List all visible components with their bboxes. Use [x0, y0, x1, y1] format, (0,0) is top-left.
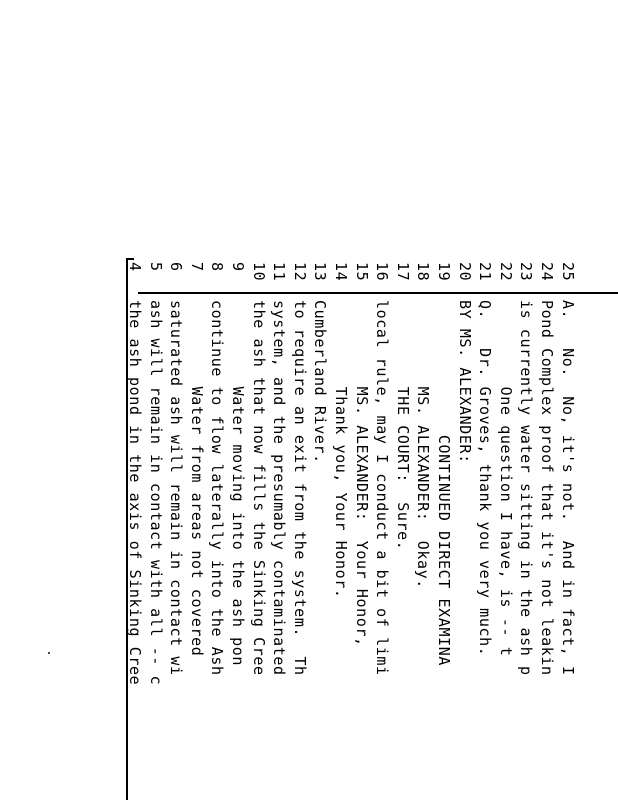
- transcript-line: [187, 262, 207, 800]
- line-text: the ash that now fills the Sinking Cree: [249, 300, 268, 676]
- line-number: 24: [538, 262, 556, 282]
- line-number: 25: [558, 262, 577, 282]
- transcript-line: [310, 262, 330, 800]
- transcript-line: [146, 262, 166, 800]
- line-text: saturated ash will remain in contact wi: [167, 300, 186, 676]
- line-text: Pond Complex proof that it's not leakin: [538, 300, 556, 676]
- transcript-line: [331, 262, 351, 800]
- page-border-corner: [128, 258, 134, 260]
- line-text: continue to flow laterally into the Ash: [208, 300, 227, 676]
- line-number: 15: [352, 262, 371, 282]
- transcript-line: [393, 262, 413, 800]
- transcript-line: [496, 262, 516, 800]
- line-text: MS. ALEXANDER: Okay.: [414, 300, 433, 589]
- line-text: Water moving into the ash pon: [229, 300, 247, 666]
- line-number: 4: [126, 262, 144, 272]
- transcript-line: [558, 262, 578, 800]
- line-number: 9: [229, 262, 247, 272]
- line-number: 10: [249, 262, 268, 282]
- line-text: ash will remain in contact with all -- c: [146, 300, 165, 686]
- line-number: 11: [270, 262, 289, 282]
- transcript-line: [475, 262, 495, 800]
- line-text: to require an exit from the system. Th: [290, 300, 309, 676]
- line-text: THE COURT: Sure.: [393, 300, 412, 551]
- transcript-line: [372, 262, 392, 800]
- transcript-line: [125, 262, 145, 800]
- transcript-line: [455, 262, 475, 800]
- line-number: 21: [476, 262, 495, 282]
- transcript-line: [290, 262, 310, 800]
- transcript-line: [352, 262, 372, 800]
- line-number: 6: [167, 262, 186, 272]
- line-text: Cumberland River.: [311, 300, 330, 464]
- line-text: Q. Dr. Groves, thank you very much.: [476, 300, 495, 657]
- transcript-line: [207, 262, 227, 800]
- line-text: One question I have, is -- t: [496, 300, 515, 657]
- line-number: 8: [208, 262, 227, 272]
- line-number: 20: [455, 262, 474, 282]
- line-text: CONTINUED DIRECT EXAMINA: [435, 300, 453, 666]
- transcript-line: [537, 262, 557, 800]
- transcript-line: [228, 262, 248, 800]
- transcript-line: [269, 262, 289, 800]
- line-number: 5: [146, 262, 165, 272]
- transcript-body: [126, 262, 618, 800]
- line-text: MS. ALEXANDER: Your Honor,: [352, 300, 371, 657]
- transcript-line: [249, 262, 269, 800]
- line-number: 12: [290, 262, 309, 282]
- transcript-line: [516, 262, 536, 800]
- line-text: Water from areas not covered: [187, 300, 206, 657]
- line-number: 7: [187, 262, 206, 272]
- line-number: 14: [332, 262, 350, 282]
- line-text: system, and the presumably contaminated: [270, 300, 289, 676]
- line-text: BY MS. ALEXANDER:: [455, 300, 474, 464]
- transcript-line: [166, 262, 186, 800]
- scan-speck: [48, 652, 50, 654]
- line-number: 22: [496, 262, 515, 282]
- transcript-line: [434, 262, 454, 800]
- line-number: 23: [517, 262, 536, 282]
- line-text: the ash pond in the axis of Sinking Cree: [126, 300, 144, 686]
- line-number: 16: [373, 262, 392, 282]
- line-number: 18: [414, 262, 433, 282]
- line-text: local rule, may I conduct a bit of limi: [373, 300, 392, 676]
- line-number: 17: [393, 262, 412, 282]
- line-text: Thank you, Your Honor.: [332, 300, 350, 599]
- line-number: 13: [311, 262, 330, 282]
- transcript-line: [413, 262, 433, 800]
- line-text: is currently water sitting in the ash p: [517, 300, 536, 676]
- line-number: 19: [435, 262, 453, 282]
- line-text: A. No. No, it's not. And in fact, I: [558, 300, 577, 676]
